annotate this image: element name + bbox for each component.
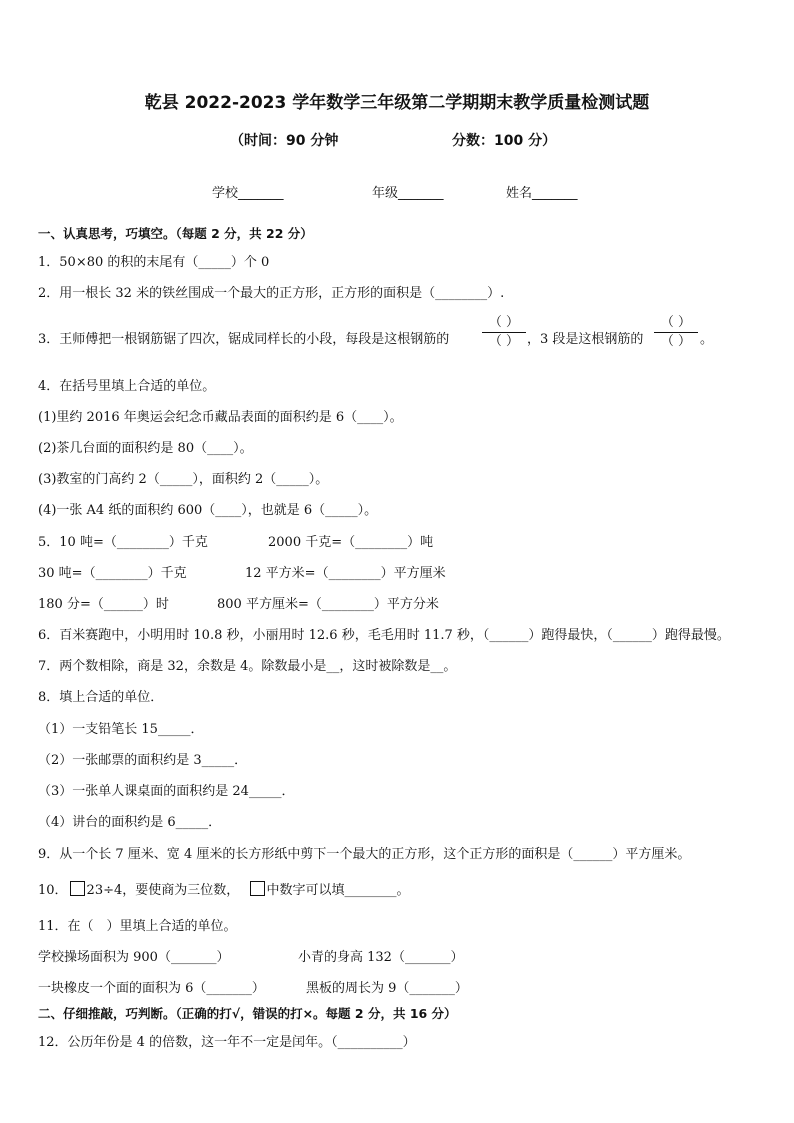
- question-8-3: （3）一张单人课桌面的面积约是 24_____．: [38, 784, 295, 799]
- grade-field[interactable]: 年级_______: [372, 186, 444, 201]
- question-11-1b: 小青的身高 132（_______）: [298, 950, 464, 965]
- exam-time: （时间：90 分钟: [230, 133, 339, 149]
- blank-box[interactable]: [250, 881, 265, 896]
- fraction-blank[interactable]: [482, 315, 526, 350]
- question-8-2: （2）一张邮票的面积约是 3_____．: [38, 753, 248, 768]
- question-10-number: 10．: [38, 883, 68, 898]
- fraction-denominator: （ ）: [488, 334, 520, 349]
- school-field[interactable]: 学校_______: [212, 186, 284, 201]
- question-11-1a: 学校操场面积为 900（_______）: [38, 950, 230, 965]
- question-11-2b: 黑板的周长为 9（_______）: [306, 981, 468, 996]
- question-8-1: （1）一支铅笔长 15_____．: [38, 722, 204, 737]
- question-5-1a: 5．10 吨=（________）千克: [38, 535, 208, 550]
- blank-box[interactable]: [70, 881, 85, 896]
- fraction-numerator: （ ）: [660, 315, 692, 330]
- question-11-2a: 一块橡皮一个面的面积为 6（_______）: [38, 981, 265, 996]
- name-field[interactable]: 姓名_______: [506, 186, 578, 201]
- question-2: 2．用一根长 32 米的铁丝围成一个最大的正方形，正方形的面积是（________）.: [38, 286, 505, 301]
- question-8-4: （4）讲台的面积约是 6_____．: [38, 815, 222, 830]
- question-10-part-c: 中数字可以填________。: [266, 883, 410, 898]
- question-1: 1．50×80 的积的末尾有（_____）个 0: [38, 255, 270, 270]
- question-5-3b: 800 平方厘米=（________）平方分米: [217, 597, 439, 612]
- fraction-bar: [482, 332, 526, 333]
- question-4-4: (4)一张 A4 纸的面积约 600（____），也就是 6（_____）。: [38, 503, 378, 518]
- exam-score: 分数：100 分）: [452, 133, 557, 149]
- question-11: 11．在（ ）里填上合适的单位。: [38, 919, 237, 934]
- fraction-blank[interactable]: [654, 315, 698, 350]
- question-4-3: (3)教室的门高约 2（_____），面积约 2（_____）。: [38, 472, 329, 487]
- question-5-2a: 30 吨=（________）千克: [38, 566, 187, 581]
- question-3-part-c: 。: [700, 332, 714, 347]
- question-5-1b: 2000 千克=（________）吨: [268, 535, 434, 550]
- question-5-3a: 180 分=（______）时: [38, 597, 169, 612]
- question-4-1: (1)里约 2016 年奥运会纪念币藏品表面的面积约是 6（____）。: [38, 410, 403, 425]
- question-6: 6．百米赛跑中，小明用时 10.8 秒，小丽用时 12.6 秒，毛毛用时 11.7 秒，（______）跑得最快，（______）跑得最慢。: [38, 628, 730, 643]
- question-9: 9．从一个长 7 厘米、宽 4 厘米的长方形纸中剪下一个最大的正方形，这个正方形的面积是（______）平方厘米。: [38, 847, 691, 862]
- fraction-bar: [654, 332, 698, 333]
- fraction-denominator: （ ）: [660, 334, 692, 349]
- question-5-2b: 12 平方米=（________）平方厘米: [245, 566, 446, 581]
- question-8: 8．填上合适的单位．: [38, 690, 164, 705]
- question-10-part-b: 23÷4，要使商为三位数，: [86, 883, 240, 898]
- question-4: 4．在括号里填上合适的单位。: [38, 379, 216, 394]
- question-12: 12．公历年份是 4 的倍数，这一年不一定是闰年。（__________）: [38, 1035, 416, 1050]
- question-3-part-b: ，3 段是这根钢筋的: [527, 332, 644, 347]
- question-3: [38, 328, 449, 347]
- fraction-numerator: （ ）: [488, 315, 520, 330]
- section-heading: 一、认真思考，巧填空。（每题 2 分，共 22 分）: [38, 226, 313, 241]
- question-10: [38, 879, 410, 898]
- question-7: 7．两个数相除，商是 32，余数是 4。除数最小是__，这时被除数是__。: [38, 659, 457, 674]
- section-heading: 二、仔细推敲，巧判断。（正确的打√，错误的打×。每题 2 分，共 16 分）: [38, 1006, 457, 1021]
- question-3-part-a: 3．王师傅把一根钢筋锯了四次，锯成同样长的小段，每段是这根钢筋的: [38, 332, 450, 347]
- question-4-2: (2)茶几台面的面积约是 80（____）。: [38, 441, 253, 456]
- page-title: 乾县 2022-2023 学年数学三年级第二学期期末教学质量检测试题: [144, 93, 650, 113]
